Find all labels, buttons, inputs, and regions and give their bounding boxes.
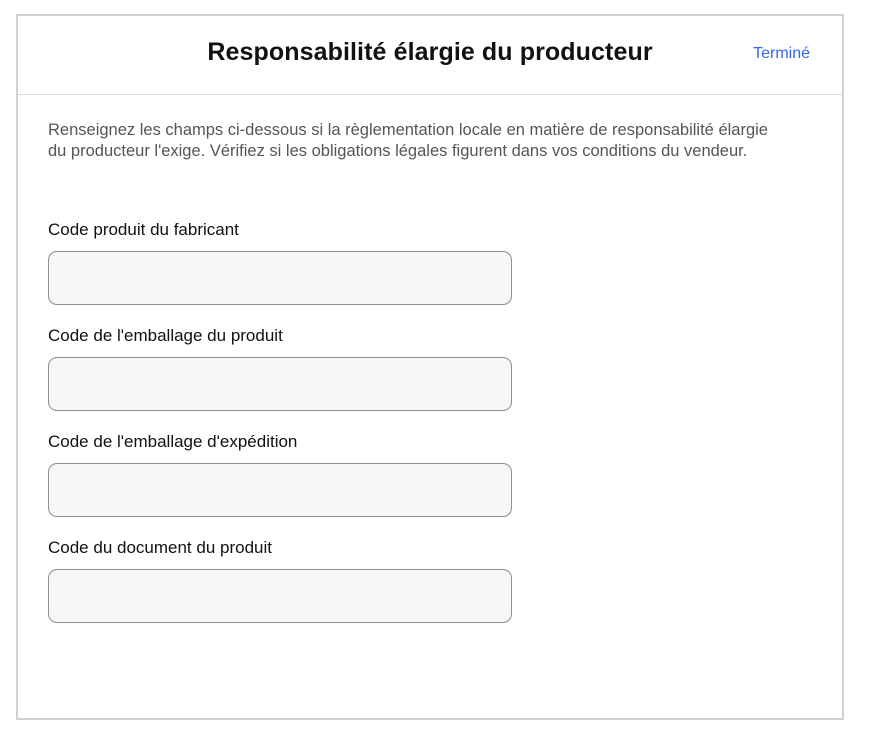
field-label: Code produit du fabricant [48, 220, 239, 239]
field-label: Code du document du produit [48, 538, 272, 557]
product-document-code-input[interactable] [48, 569, 512, 623]
manufacturer-product-code-field [48, 220, 812, 305]
epr-panel [16, 14, 844, 720]
page-title: Responsabilité élargie du producteur [207, 38, 653, 66]
product-document-code-field [48, 538, 812, 623]
product-packaging-code-input[interactable] [48, 357, 512, 411]
shipping-packaging-code-input[interactable] [48, 463, 512, 517]
shipping-packaging-code-field [48, 432, 812, 517]
manufacturer-product-code-input[interactable] [48, 251, 512, 305]
panel-header [18, 16, 842, 95]
done-button[interactable]: Terminé [753, 45, 810, 62]
field-label: Code de l'emballage du produit [48, 326, 283, 345]
form-fields [48, 220, 812, 623]
panel-content [18, 95, 842, 623]
field-label: Code de l'emballage d'expédition [48, 432, 298, 451]
product-packaging-code-field [48, 326, 812, 411]
intro-text: Renseignez les champs ci-dessous si la règlementation locale en matière de responsabilité élargie du producteur l'exige. Vérifiez si les obligations légales figurent dans vos conditions du vendeur. [48, 121, 768, 160]
